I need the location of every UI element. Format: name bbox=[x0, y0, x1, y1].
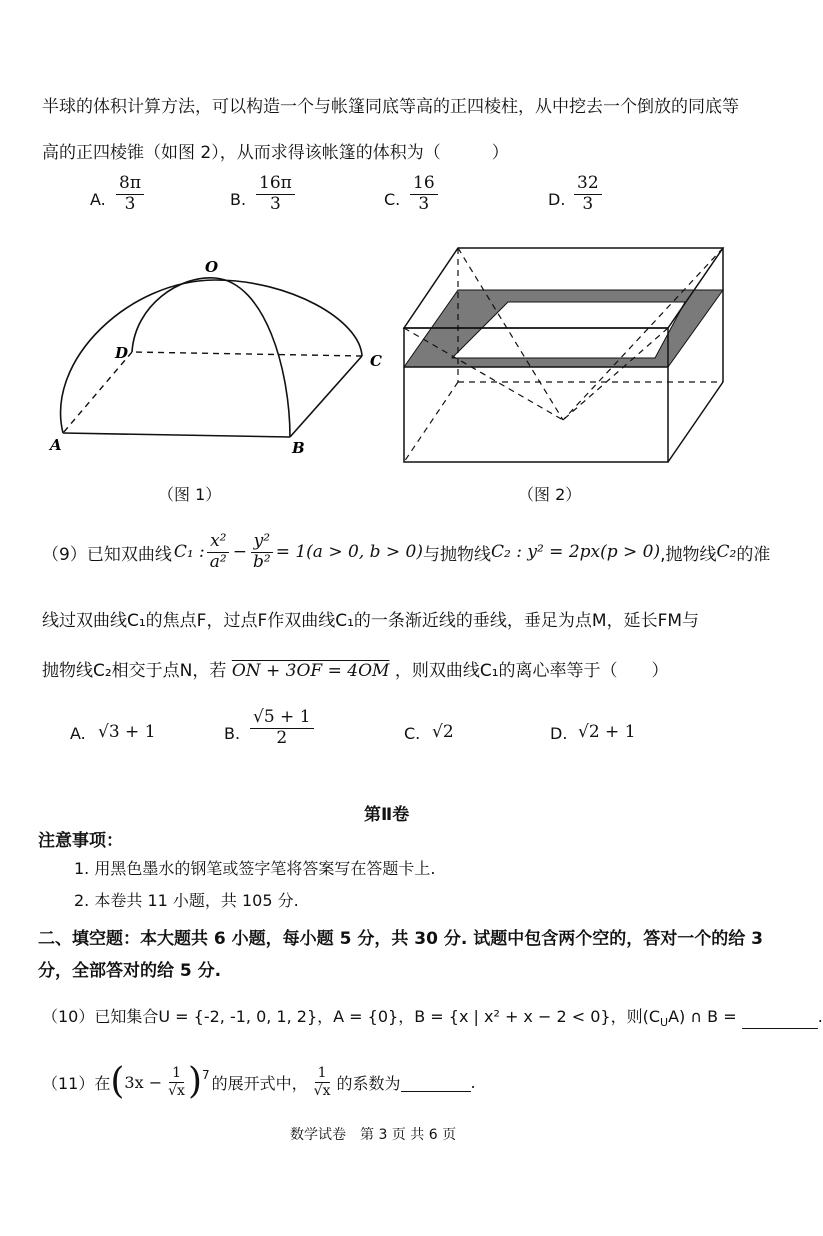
q11-prefix: （11）在 bbox=[42, 1073, 111, 1093]
pyramid-edge-4 bbox=[563, 328, 668, 420]
q9-mid: 与抛物线 bbox=[423, 544, 491, 565]
q9-b-num: √5 + 1 bbox=[250, 708, 314, 729]
q9-line-1: （9）已知双曲线 C₁ : $\frac{\text{x²}}{\text{a²}}$ − $\frac{\text{y²}}{\text{b²}}$ = 1(a > 0, b > 0) 与抛物线 C₂ : y² = 2px(p > 0) ,抛物线 C₂ 的准 bbox=[42, 531, 771, 572]
q9-x2: x² bbox=[207, 532, 229, 553]
q10-end: . bbox=[817, 1007, 823, 1026]
point-label-c: C bbox=[370, 352, 382, 370]
q11-frac-num: 1 bbox=[169, 1065, 184, 1082]
q8-option-d-value bbox=[574, 174, 602, 214]
edge-cd-hidden bbox=[132, 352, 362, 356]
figure-1-tent bbox=[40, 250, 390, 465]
right-bottom-edge bbox=[668, 382, 723, 462]
q9-condition: = 1(a > 0, b > 0) bbox=[275, 542, 423, 563]
figure-2-prism bbox=[398, 242, 728, 467]
q8-option-b-label: B. bbox=[230, 190, 247, 209]
q11-frac2-num: 1 bbox=[315, 1065, 330, 1082]
point-label-a: A bbox=[50, 436, 62, 454]
q9-option-b-label: B. bbox=[224, 724, 241, 743]
edge-ab bbox=[63, 433, 290, 437]
q11-expr-a: 3x − bbox=[124, 1072, 163, 1092]
q9-y2: y² bbox=[251, 532, 273, 553]
point-label-b: B bbox=[292, 439, 305, 457]
q9-option-c-label: C. bbox=[404, 724, 421, 743]
q11-tail: 的系数为 bbox=[336, 1073, 401, 1093]
q9-option-d-value: √2 + 1 bbox=[578, 722, 636, 742]
q9-vector-eq: ON + 3OF = 4OM bbox=[231, 661, 390, 681]
arc-db bbox=[132, 278, 290, 437]
q10-text-2: A) ∩ B = bbox=[668, 1007, 737, 1026]
q11-end: . bbox=[470, 1072, 476, 1092]
q9-options bbox=[70, 706, 710, 762]
arc-ac bbox=[61, 280, 362, 433]
section-2-line-2: 分，全部答对的给 5 分. bbox=[38, 961, 222, 981]
q9-option-a-label: A. bbox=[70, 724, 86, 743]
q11-frac bbox=[165, 1065, 188, 1098]
point-label-o: O bbox=[205, 258, 219, 276]
section-2-line-1: 二、填空题：本大题共 6 小题，每小题 5 分，共 30 分. 试题中包含两个空的，答对一个的给 3 bbox=[38, 929, 763, 949]
intro-line-2: 高的正四棱锥（如图 2），从而求得该帐篷的体积为（ ） bbox=[42, 143, 509, 163]
q9-frac-y bbox=[250, 532, 274, 572]
q9-line-3 bbox=[42, 656, 669, 681]
q8-c-num: 16 bbox=[410, 174, 438, 195]
q8-option-a-label: A. bbox=[90, 190, 106, 209]
q11: （11）在 ( 3x − $\frac{1}{√x}$ ) $^7$ 的展开式中， $\frac{1}{√x}$ 的系数为 . bbox=[42, 1061, 476, 1102]
q8-d-den: 3 bbox=[582, 193, 594, 214]
q8-b-den: 3 bbox=[269, 193, 281, 214]
q10 bbox=[42, 1004, 823, 1029]
q11-frac2-den: √x bbox=[313, 1082, 331, 1099]
q11-answer-blank[interactable] bbox=[401, 1073, 471, 1092]
q9-frac-x bbox=[207, 532, 230, 572]
pyramid-edge-2 bbox=[563, 248, 723, 420]
figure-2-caption: （图 2） bbox=[518, 485, 582, 504]
notice-title: 注意事项： bbox=[38, 831, 123, 851]
q9-option-c-value: √2 bbox=[432, 722, 454, 742]
q10-text: （10）已知集合U = {-2, -1, 0, 1, 2}，A = {0}，B = {x | x² + x − 2 < 0}，则(C bbox=[42, 1007, 661, 1026]
q11-mid: 的展开式中， bbox=[211, 1073, 308, 1093]
q9-line-3b: ，则双曲线C₁的离心率等于（ ） bbox=[394, 661, 669, 681]
q8-d-num: 32 bbox=[574, 174, 602, 195]
q9-parabola: C₂ : y² = 2px(p > 0) bbox=[491, 542, 661, 563]
q9-tail-1: ,抛物线 bbox=[660, 544, 717, 565]
q9-tail-1b: 的准 bbox=[736, 544, 771, 565]
q8-option-c-value bbox=[410, 174, 438, 214]
part-2-title: 第Ⅱ卷 bbox=[364, 805, 410, 825]
q9-option-b-value bbox=[250, 708, 314, 748]
q9-b2: b² bbox=[253, 551, 271, 572]
q9-line-2: 线过双曲线C₁的焦点F，过点F作双曲线C₁的一条渐近线的垂线，垂足为点M，延长FM与 bbox=[42, 611, 700, 631]
q9-prefix: （9）已知双曲线 bbox=[42, 544, 172, 565]
q10-answer-blank[interactable] bbox=[742, 1010, 818, 1029]
q8-b-num: 16π bbox=[256, 174, 295, 195]
q9-a2: a² bbox=[209, 551, 227, 572]
q8-options bbox=[90, 172, 730, 228]
q9-option-d-label: D. bbox=[550, 724, 568, 743]
hidden-left-bottom bbox=[404, 382, 458, 462]
q11-frac-den: √x bbox=[168, 1082, 185, 1099]
q9-hyperbola-name: C₁ : bbox=[173, 542, 205, 563]
q8-c-den: 3 bbox=[418, 193, 430, 214]
q9-line-3a: 抛物线C₂相交于点N，若 bbox=[42, 661, 227, 681]
q8-a-den: 3 bbox=[124, 193, 136, 214]
q10-sub: U bbox=[660, 1016, 669, 1030]
q11-frac-2 bbox=[311, 1065, 334, 1098]
q9-c2: C₂ bbox=[716, 542, 737, 563]
figure-1-caption: （图 1） bbox=[158, 485, 222, 504]
pyramid-edge-3 bbox=[404, 328, 563, 420]
q8-a-num: 8π bbox=[116, 174, 144, 195]
q8-option-c-label: C. bbox=[384, 190, 401, 209]
q9-option-a-value: √3 + 1 bbox=[98, 722, 156, 742]
note-2: 2. 本卷共 11 小题，共 105 分. bbox=[74, 891, 299, 910]
q11-power: 7 bbox=[202, 1068, 210, 1082]
note-1: 1. 用黑色墨水的钢笔或签字笔将答案写在答题卡上. bbox=[74, 859, 436, 878]
point-label-d: D bbox=[115, 344, 129, 362]
q8-option-d-label: D. bbox=[548, 190, 566, 209]
q9-b-den: 2 bbox=[276, 727, 288, 748]
edge-bc bbox=[290, 356, 362, 437]
intro-line-1: 半球的体积计算方法，可以构造一个与帐篷同底等高的正四棱柱，从中挖去一个倒放的同底等 bbox=[42, 97, 739, 117]
q8-option-a-value bbox=[116, 174, 144, 214]
q8-option-b-value bbox=[256, 174, 295, 214]
page-footer: 数学试卷 第 3 页 共 6 页 bbox=[290, 1127, 457, 1143]
